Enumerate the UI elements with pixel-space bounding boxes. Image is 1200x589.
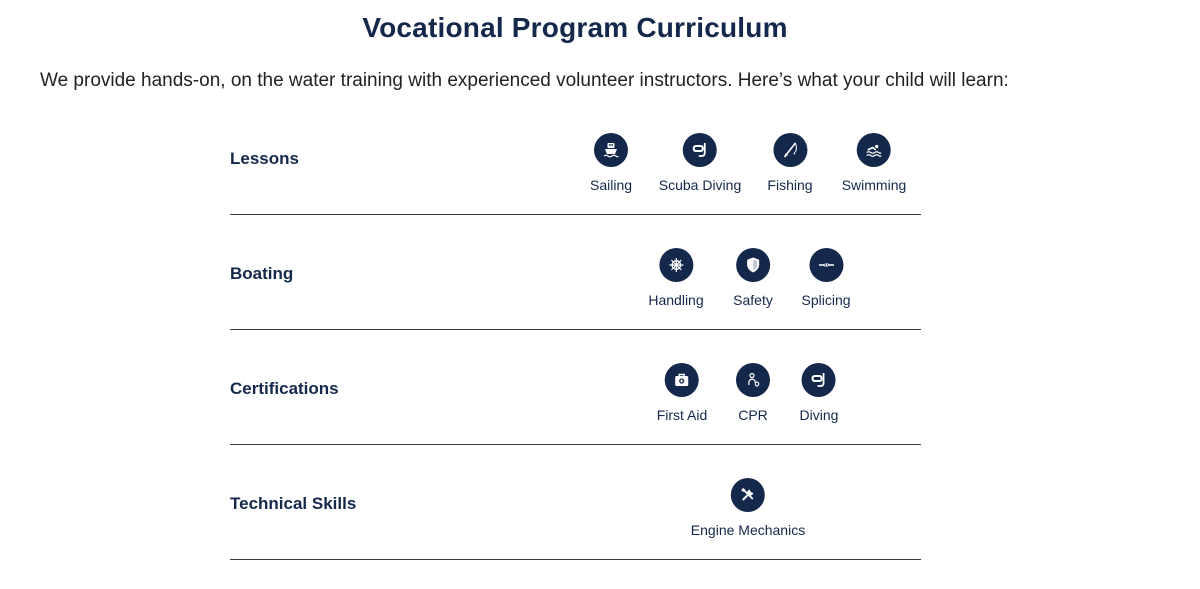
item-swimming[interactable] <box>842 133 907 193</box>
item-label: CPR <box>738 407 768 423</box>
section-lessons <box>230 100 921 215</box>
curriculum-table <box>230 100 921 560</box>
ship-icon <box>594 133 628 167</box>
item-label: Scuba Diving <box>658 177 742 193</box>
item-label: First Aid <box>656 407 708 423</box>
diving-mask-icon <box>683 133 717 167</box>
section-label: Boating <box>230 264 294 283</box>
item-engine-mechanics[interactable] <box>691 478 805 538</box>
item-cpr[interactable] <box>736 363 770 423</box>
item-sailing[interactable] <box>590 133 632 193</box>
item-safety[interactable] <box>733 248 773 308</box>
item-scuba-diving[interactable] <box>659 133 742 193</box>
item-label: Diving <box>799 407 839 423</box>
tools-icon <box>731 478 765 512</box>
item-label: Engine Mechanics <box>690 522 806 538</box>
fishing-rod-icon <box>773 133 807 167</box>
page-title: Vocational Program Curriculum <box>362 12 788 43</box>
section-certifications <box>230 330 921 445</box>
section-boating <box>230 215 921 330</box>
item-handling[interactable] <box>648 248 703 308</box>
section-label: Certifications <box>230 379 339 398</box>
shield-icon <box>736 248 770 282</box>
diving-mask-icon <box>802 363 836 397</box>
intro-text: We provide hands-on, on the water training with experienced volunteer instructors. Here’s what your child will learn: <box>40 70 1009 91</box>
rope-icon <box>809 248 843 282</box>
first-aid-kit-icon <box>665 363 699 397</box>
item-fishing[interactable] <box>767 133 812 193</box>
item-diving[interactable] <box>800 363 839 423</box>
item-label: Safety <box>733 292 773 308</box>
item-label: Fishing <box>767 177 813 193</box>
cpr-icon <box>736 363 770 397</box>
item-label: Handling <box>648 292 704 308</box>
item-label: Swimming <box>841 177 907 193</box>
item-label: Splicing <box>801 292 851 308</box>
section-label: Technical Skills <box>230 494 357 513</box>
swimmer-icon <box>857 133 891 167</box>
item-label: Sailing <box>589 177 633 193</box>
item-first-aid[interactable] <box>657 363 708 423</box>
section-technical-skills <box>230 445 921 560</box>
ship-wheel-icon <box>659 248 693 282</box>
item-splicing[interactable] <box>801 248 850 308</box>
section-label: Lessons <box>230 149 299 168</box>
